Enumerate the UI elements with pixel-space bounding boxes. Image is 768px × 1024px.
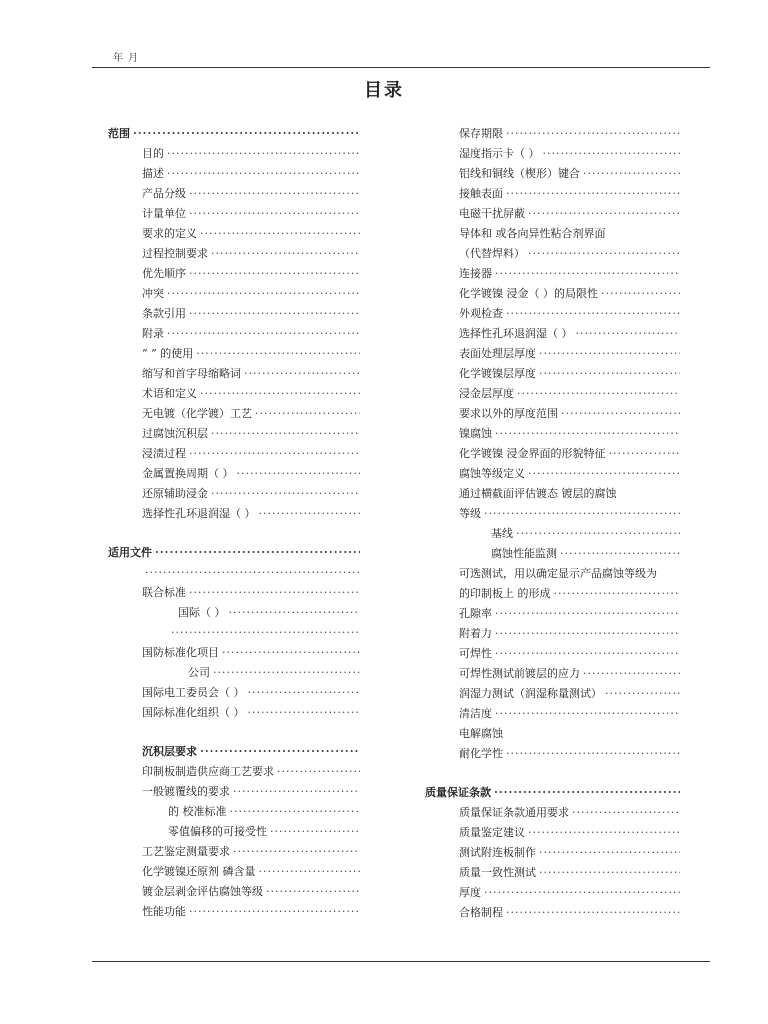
toc-leader-dots (167, 324, 360, 344)
toc-leader-dots (539, 364, 680, 384)
header-date: 年 月 (113, 53, 140, 64)
toc-entry-label: 表面处理层厚度 (459, 344, 536, 364)
toc-leader-dots (620, 484, 681, 504)
toc-entry-label: 接触表面 (459, 184, 503, 204)
toc-entry[interactable] (425, 404, 680, 424)
toc-leader-dots (601, 284, 680, 304)
toc-leader-dots (167, 164, 360, 184)
toc-entry-label: 可焊性测试前镀层的应力 (459, 664, 580, 684)
toc-entry-label: 导体和 或各向异性粘合剂界面 (459, 224, 606, 244)
toc-entry[interactable] (108, 603, 360, 623)
toc-entry-label: 国际（ ） (178, 603, 226, 623)
toc-leader-dots (605, 684, 680, 704)
toc-entry-label: 产品分级 (142, 184, 186, 204)
toc-entry-label: 无电镀（化学镀）工艺 (142, 404, 252, 424)
toc-entry[interactable] (425, 664, 680, 684)
toc-entry-label: 的印制板上 的形成 (459, 584, 551, 604)
toc-leader-dots (259, 504, 361, 524)
toc-leader-dots (222, 643, 360, 663)
toc-entry[interactable] (108, 144, 360, 164)
toc-entry[interactable] (425, 644, 680, 664)
toc-leader-dots (528, 823, 680, 843)
toc-entry-label: 附录 (142, 324, 164, 344)
toc-leader-dots (189, 902, 360, 922)
toc-entry[interactable] (108, 882, 360, 902)
toc-entry[interactable] (108, 384, 360, 404)
toc-entry[interactable] (108, 464, 360, 484)
toc-entry[interactable] (108, 663, 360, 683)
toc-leader-dots (259, 862, 361, 882)
toc-entry-label: 厚度 (459, 883, 481, 903)
toc-entry-label: 通过横截面评估镀态 镀层的腐蚀 (459, 484, 617, 504)
toc-entry-label: 化学镀镍 浸金（ ）的局限性 (459, 284, 598, 304)
toc-entry-label: 质量保证条款通用要求 (459, 803, 569, 823)
toc-leader-dots (266, 882, 360, 902)
toc-entry[interactable] (425, 903, 680, 923)
footer-rule (92, 961, 710, 962)
toc-entry[interactable] (108, 244, 360, 264)
toc-entry-label: 可焊性 (459, 644, 492, 664)
toc-entry[interactable] (108, 484, 360, 504)
toc-entry-label: 等级 (459, 504, 481, 524)
toc-leader-dots (572, 803, 680, 823)
toc-leader-dots (528, 464, 680, 484)
toc-entry[interactable] (108, 504, 360, 524)
toc-leader-dots (244, 364, 360, 384)
toc-entry[interactable] (425, 883, 680, 903)
toc-entry[interactable] (108, 842, 360, 862)
toc-entry-label: （代替焊料） (459, 244, 525, 264)
toc-entry[interactable] (108, 623, 360, 643)
toc-leader-dots (539, 843, 680, 863)
toc-entry[interactable] (108, 543, 360, 563)
toc-entry-label: 优先顺序 (142, 264, 186, 284)
toc-entry-label: 过腐蚀沉积层 (142, 424, 208, 444)
toc-leader-dots (495, 604, 680, 624)
toc-entry-label: 零值偏移的可接受性 (168, 822, 267, 842)
toc-entry[interactable] (425, 464, 680, 484)
toc-entry-label: 国际电工委员会（ ） (142, 683, 245, 703)
toc-leader-dots (277, 762, 360, 782)
toc-spacer (108, 723, 360, 742)
toc-entry[interactable] (425, 364, 680, 384)
toc-leader-dots (200, 742, 360, 762)
toc-leader-dots (494, 783, 680, 803)
toc-leader-dots (484, 883, 680, 903)
toc-entry[interactable] (108, 583, 360, 603)
toc-entry-label: 印制板制造供应商工艺要求 (142, 762, 274, 782)
toc-leader-dots (189, 444, 360, 464)
toc-leader-dots (583, 164, 680, 184)
toc-entry[interactable] (108, 822, 360, 842)
toc-leader-dots (506, 124, 680, 144)
toc-entry[interactable] (108, 762, 360, 782)
toc-entry-label: 描述 (142, 164, 164, 184)
toc-entry-label: 选择性孔环退润湿（ ） (142, 504, 256, 524)
toc-entry-label: 国际标准化组织（ ） (142, 703, 245, 723)
toc-entry-label: 术语和定义 (142, 384, 197, 404)
toc-entry[interactable] (425, 504, 680, 524)
toc-entry[interactable] (425, 424, 680, 444)
toc-entry-label: 公司 (188, 663, 210, 683)
toc-entry[interactable] (108, 643, 360, 663)
toc-entry-label: 浸金层厚度 (459, 384, 514, 404)
toc-entry[interactable] (108, 404, 360, 424)
toc-entry[interactable] (425, 544, 680, 564)
toc-entry[interactable] (425, 284, 680, 304)
toc-entry-label: 铝线和铜线（楔形）键合 (459, 164, 580, 184)
toc-leader-dots (528, 204, 680, 224)
toc-entry-label: 国防标准化项目 (142, 643, 219, 663)
toc-spacer (425, 764, 680, 783)
toc-entry[interactable] (425, 704, 680, 724)
toc-entry-label: 润湿力测试（润湿称量测试） (459, 684, 602, 704)
toc-leader-dots (211, 424, 360, 444)
toc-leader-dots (171, 623, 360, 643)
toc-leader-dots (167, 144, 360, 164)
toc-entry-label: 一般镀覆线的要求 (142, 782, 230, 802)
toc-entry-label: 腐蚀等级定义 (459, 464, 525, 484)
toc-leader-dots (189, 304, 360, 324)
toc-entry[interactable] (108, 184, 360, 204)
toc-entry[interactable] (108, 444, 360, 464)
toc-leader-dots (543, 144, 681, 164)
toc-entry[interactable] (425, 304, 680, 324)
toc-leader-dots (233, 782, 360, 802)
toc-entry-label: 连接器 (459, 264, 492, 284)
toc-leader-dots (609, 444, 681, 464)
toc-entry[interactable] (108, 284, 360, 304)
toc-leader-dots (539, 344, 680, 364)
toc-entry[interactable] (425, 244, 680, 264)
toc-entry-label: 外观检查 (459, 304, 503, 324)
toc-leader-dots (211, 244, 360, 264)
toc-entry-label: 电磁干扰屏蔽 (459, 204, 525, 224)
toc-entry-label: 联合标准 (142, 583, 186, 603)
toc-leader-dots (200, 384, 360, 404)
toc-leader-dots (506, 903, 680, 923)
toc-entry[interactable] (108, 782, 360, 802)
toc-leader-dots (200, 224, 360, 244)
toc-entry-label: 测试附连板制作 (459, 843, 536, 863)
toc-entry-label: 可选测试，用以确定显示产品腐蚀等级为 (459, 564, 657, 584)
toc-leader-dots (576, 324, 681, 344)
toc-entry[interactable] (425, 204, 680, 224)
toc-leader-dots (506, 724, 680, 744)
toc-entry[interactable] (108, 124, 360, 144)
toc-entry-label: 化学镀镍还原剂 磷含量 (142, 862, 256, 882)
toc-entry[interactable] (425, 444, 680, 464)
toc-entry[interactable] (108, 204, 360, 224)
toc-entry[interactable] (425, 823, 680, 843)
toc-leader-dots (517, 384, 680, 404)
toc-entry-label: 选择性孔环退润湿（ ） (459, 324, 573, 344)
toc-entry-label: 适用文件 (108, 543, 152, 563)
toc-leader-dots (189, 184, 360, 204)
toc-entry-label: 过程控制要求 (142, 244, 208, 264)
toc-leader-dots (233, 842, 360, 862)
toc-entry[interactable] (425, 344, 680, 364)
toc-entry[interactable] (108, 742, 360, 762)
toc-leader-dots (495, 704, 680, 724)
toc-entry-label: 化学镀镍 浸金界面的形貌特征 (459, 444, 606, 464)
toc-entry-label: 计量单位 (142, 204, 186, 224)
toc-entry-label: 性能功能 (142, 902, 186, 922)
toc-leader-dots (189, 204, 360, 224)
toc-entry[interactable] (425, 783, 680, 803)
toc-entry[interactable] (108, 324, 360, 344)
toc-entry[interactable] (108, 164, 360, 184)
toc-leader-dots (506, 184, 680, 204)
toc-leader-dots (495, 624, 680, 644)
toc-entry-label: 附着力 (459, 624, 492, 644)
toc-entry-label: 化学镀镍层厚度 (459, 364, 536, 384)
toc-entry[interactable] (108, 224, 360, 244)
toc-entry[interactable] (108, 304, 360, 324)
toc-entry[interactable] (108, 424, 360, 444)
toc-leader-dots (560, 544, 680, 564)
toc-left-column (108, 124, 360, 922)
toc-entry[interactable] (425, 124, 680, 144)
toc-entry[interactable] (108, 902, 360, 922)
toc-entry-label: 湿度指示卡（ ） (459, 144, 540, 164)
toc-leader-dots (211, 484, 360, 504)
toc-leader-dots (133, 124, 360, 144)
toc-leader-dots (145, 563, 360, 583)
toc-leader-dots (270, 822, 360, 842)
toc-entry-label: 冲突 (142, 284, 164, 304)
toc-leader-dots (248, 683, 361, 703)
header-rule (92, 67, 710, 68)
toc-leader-dots (229, 603, 361, 623)
toc-leader-dots (516, 524, 680, 544)
toc-entry-label: 保存期限 (459, 124, 503, 144)
toc-leader-dots (583, 664, 680, 684)
toc-entry-label: 浸渍过程 (142, 444, 186, 464)
toc-leader-dots (561, 404, 680, 424)
toc-leader-dots (609, 224, 681, 244)
toc-entry[interactable] (108, 802, 360, 822)
toc-entry-label: 要求的定义 (142, 224, 197, 244)
toc-leader-dots (167, 284, 360, 304)
toc-entry[interactable] (425, 724, 680, 744)
toc-entry[interactable] (425, 584, 680, 604)
toc-entry-label: 耐化学性 (459, 744, 503, 764)
toc-entry[interactable] (108, 264, 360, 284)
toc-entry-label: 镍腐蚀 (459, 424, 492, 444)
toc-leader-dots (539, 863, 680, 883)
toc-entry[interactable] (425, 224, 680, 244)
toc-entry[interactable] (425, 604, 680, 624)
toc-entry-label: 电解腐蚀 (459, 724, 503, 744)
toc-entry-label: 要求以外的厚度范围 (459, 404, 558, 424)
toc-leader-dots (248, 703, 361, 723)
toc-leader-dots (495, 424, 680, 444)
toc-leader-dots (506, 304, 680, 324)
toc-entry-label: “ ” 的使用 (142, 344, 193, 364)
toc-entry-label: 沉积层要求 (142, 742, 197, 762)
toc-entry[interactable] (425, 164, 680, 184)
toc-entry[interactable] (425, 184, 680, 204)
toc-entry[interactable] (425, 264, 680, 284)
toc-leader-dots (189, 264, 360, 284)
toc-leader-dots (255, 404, 360, 424)
toc-entry[interactable] (108, 563, 360, 583)
toc-entry-label: 质量保证条款 (425, 783, 491, 803)
page-title: 目录 (364, 80, 404, 101)
toc-entry-label: 镀金层剥金评估腐蚀等级 (142, 882, 263, 902)
toc-leader-dots (495, 264, 680, 284)
toc-leader-dots (484, 504, 680, 524)
toc-entry-label: 质量鉴定建议 (459, 823, 525, 843)
toc-entry[interactable] (425, 484, 680, 504)
toc-leader-dots (506, 744, 680, 764)
toc-entry[interactable] (425, 384, 680, 404)
toc-entry[interactable] (425, 624, 680, 644)
toc-entry-label: 目的 (142, 144, 164, 164)
toc-entry[interactable] (425, 144, 680, 164)
toc-entry[interactable] (108, 364, 360, 384)
toc-leader-dots (237, 464, 361, 484)
toc-leader-dots (189, 583, 360, 603)
toc-entry-label: 合格制程 (459, 903, 503, 923)
toc-entry-label: 清洁度 (459, 704, 492, 724)
toc-entry[interactable] (425, 684, 680, 704)
toc-entry[interactable] (425, 863, 680, 883)
toc-leader-dots (230, 802, 361, 822)
toc-spacer (108, 524, 360, 543)
toc-entry-label: 还原辅助浸金 (142, 484, 208, 504)
toc-entry[interactable] (425, 524, 680, 544)
toc-entry[interactable] (425, 324, 680, 344)
toc-entry[interactable] (108, 344, 360, 364)
toc-entry-label: 的 校准标准 (168, 802, 227, 822)
toc-entry[interactable] (108, 862, 360, 882)
toc-leader-dots (528, 244, 680, 264)
toc-entry[interactable] (425, 803, 680, 823)
toc-entry-label: 腐蚀性能监测 (491, 544, 557, 564)
toc-leader-dots (554, 584, 681, 604)
toc-leader-dots (213, 663, 360, 683)
toc-entry[interactable] (108, 683, 360, 703)
toc-leader-dots (660, 564, 680, 584)
toc-entry-label: 质量一致性测试 (459, 863, 536, 883)
toc-entry-label: 工艺鉴定测量要求 (142, 842, 230, 862)
toc-entry-label: 范围 (108, 124, 130, 144)
toc-entry-label: 条款引用 (142, 304, 186, 324)
toc-leader-dots (155, 543, 360, 563)
toc-entry-label: 基线 (491, 524, 513, 544)
toc-entry[interactable] (425, 843, 680, 863)
toc-right-column (425, 124, 680, 923)
toc-entry[interactable] (108, 703, 360, 723)
toc-leader-dots (495, 644, 680, 664)
toc-entry[interactable] (425, 564, 680, 584)
toc-entry[interactable] (425, 744, 680, 764)
toc-leader-dots (196, 344, 360, 364)
toc-entry-label: 孔隙率 (459, 604, 492, 624)
toc-entry-label: 缩写和首字母缩略词 (142, 364, 241, 384)
toc-entry-label: 金属置换周期（ ） (142, 464, 234, 484)
